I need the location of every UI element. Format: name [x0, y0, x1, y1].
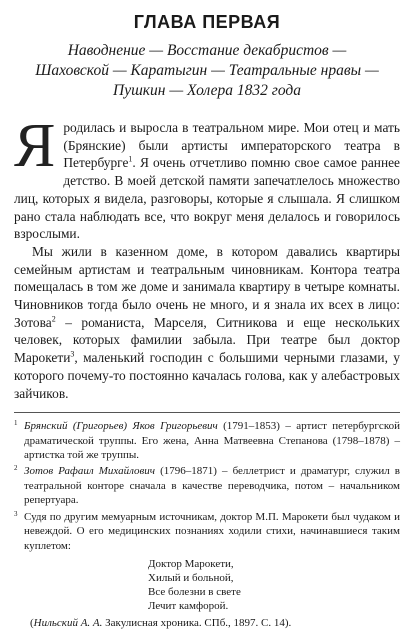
paragraph-text: – романиста, Марселя, Ситникова и еще нескольких человек, которых фамилии забыла. При театре был доктор Марокети	[14, 314, 400, 366]
chapter-subtitle	[14, 41, 400, 101]
footnote-name: Брянский (Григорьев) Яков Григорьевич	[24, 420, 218, 433]
footnotes	[14, 419, 400, 630]
paragraph	[14, 243, 400, 402]
poem-line: Все болезни в свете	[148, 585, 241, 598]
chapter-title: ГЛАВА ПЕРВАЯ	[133, 12, 281, 32]
main-text	[14, 112, 400, 402]
footnote-text: (1791–1853) – артист петербургской драматической труппы. Его жена, Анна Матвеевна Степанова (1798–1878) – артистка той же труппы.	[24, 420, 400, 462]
footnote-name: Зотов Рафаил Михайлович	[24, 465, 156, 478]
paragraph-text: родилась и выросла в театральном мире. Мои отец и мать (Брянские) были артисты императорского театра в Петербурге	[63, 120, 400, 171]
source-author: Нильский А. А.	[33, 616, 103, 629]
footnote	[14, 464, 400, 507]
paragraph	[14, 112, 400, 243]
subtitle-line: Пушкин — Холера 1832 года	[113, 82, 301, 99]
paragraph-text: . Я очень отчетливо помню свое самое раннее детство. В моей детской памяти запечатлелось множество лиц, которых я видела, разговоры, которые я слышала. Я слишком рано стала наблюдать все, что вокруг меня делалось и говорилось взрослыми.	[14, 155, 400, 242]
subtitle-line: Наводнение — Восстание декабристов —	[67, 42, 347, 59]
footnote-ref: 2	[51, 314, 56, 324]
drop-cap: Я	[14, 112, 56, 180]
paragraph-text: , маленький господин с большими черными глазами, у которого почему-то постоянно качалась голова, как у алебастровых зайчиков.	[14, 350, 400, 401]
source-text: Закулисная хроника. СПб., 1897. С. 14).	[102, 616, 292, 629]
poem-line: Лечит камфорой.	[148, 599, 229, 612]
footnote	[14, 510, 400, 553]
footnote-ref: 1	[128, 154, 133, 164]
poem-line: Доктор Марокети,	[148, 557, 234, 570]
poem	[148, 557, 400, 613]
footnote	[14, 419, 400, 462]
footnote-mark: 3	[14, 509, 18, 518]
footnote-mark: 1	[14, 419, 18, 428]
poem-line: Хилый и больной,	[148, 571, 234, 584]
paragraph-text: Мы жили в казенном доме, в котором давались квартиры семейным артистам и театральным чиновникам. Контора театра помещалась в том же доме и занимала квартиру в четыре комнаты. Чиновников тогда было очень не много, и я знала их всех в лицо: Зотова	[14, 243, 400, 330]
footnote-ref: 3	[70, 349, 75, 359]
footnote-mark: 2	[14, 464, 18, 473]
subtitle-line: Шаховской — Каратыгин — Театральные нравы —	[35, 62, 379, 79]
footnote-text: Судя по другим мемуарным источникам, доктор М.П. Марокети был чудаком и невеждой. О его медицинских познаниях ходили стихи, начинавшиеся таким куплетом:	[24, 510, 400, 552]
footnote-separator	[14, 412, 400, 413]
footnote-text: (1796–1871) – беллетрист и драматург, служил в театральной конторе сначала в качестве переводчика, потом – начальником репертуара.	[24, 465, 400, 507]
citation-source: (Нильский А. А. Закулисная хроника. СПб., 1897. С. 14).	[30, 616, 292, 629]
